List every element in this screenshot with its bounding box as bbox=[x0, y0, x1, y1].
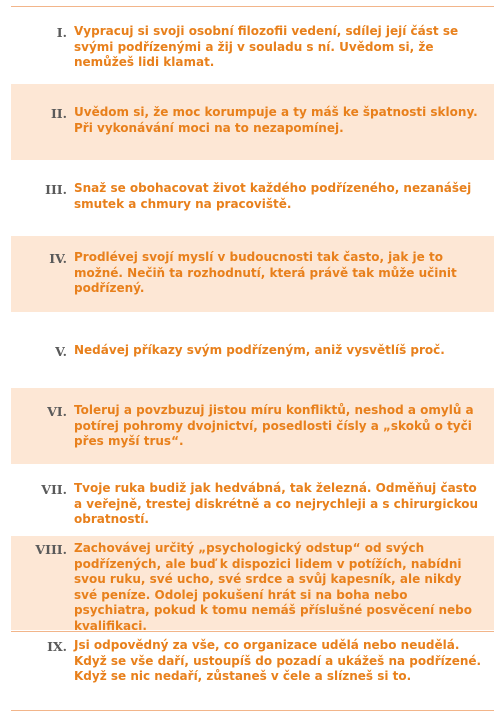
rule-row-4 bbox=[11, 236, 494, 312]
bottom-divider bbox=[11, 710, 494, 711]
rule-text: Vypracuj si svoji osobní filozofii vedení, sdílej její část se svými podřízenými a žij v souladu s ní. Uvědom si, že nemůžeš lidi klamat. bbox=[74, 24, 459, 69]
rule-numeral: VI. bbox=[47, 404, 67, 419]
rule-row-9 bbox=[11, 633, 494, 709]
rule-text: Uvědom si, že moc korumpuje a ty máš ke špatnosti sklony. Při vykonávání moci na to nezapomínej. bbox=[74, 105, 478, 135]
rule-text: Prodlévej svojí myslí v budoucnosti tak často, jak je to možné. Nečiň ta rozhodnutí, která právě tak může učinit podřízený. bbox=[74, 250, 457, 295]
rule-text: Jsi odpovědný za vše, co organizace udělá nebo neudělá. Když se vše daří, ustoupíš do pozadí a ukážeš na podřízené. Když se nic nedaří, zůstaneš v čele a slízneš si to. bbox=[74, 638, 482, 683]
rule-row-3 bbox=[11, 160, 494, 236]
rule-numeral: V. bbox=[55, 344, 67, 359]
rule-numeral: III. bbox=[45, 182, 67, 197]
rule-numeral: I. bbox=[56, 25, 67, 40]
rule-row-8 bbox=[11, 536, 494, 633]
rule-text: Toleruj a povzbuzuj jistou míru konfliktů, neshod a omylů a potírej pohromy dvojnictví, posedlosti čísly a „skoků o tyči přes myší trus“. bbox=[74, 403, 474, 448]
rule-text: Tvoje ruka budiž jak hedvábná, tak železná. Odměňuj často a veřejně, trestej diskrétně a co nejrychleji a s chirurgickou obratností. bbox=[74, 481, 479, 526]
rule-numeral: II. bbox=[50, 106, 67, 121]
rule-row-1 bbox=[11, 8, 494, 84]
rule-row-2 bbox=[11, 84, 494, 160]
rule-numeral: IX. bbox=[47, 639, 67, 654]
rule-row-7 bbox=[11, 464, 494, 536]
top-divider bbox=[11, 6, 494, 7]
rule-numeral: VIII. bbox=[35, 542, 67, 557]
rule-row-5 bbox=[11, 312, 494, 388]
rule-numeral: IV. bbox=[49, 251, 67, 266]
rule-numeral: VII. bbox=[41, 482, 67, 497]
rule-text: Snaž se obohacovat život každého podřízeného, nezanášej smutek a chmury na pracoviště. bbox=[74, 181, 472, 211]
middle-divider bbox=[11, 631, 494, 632]
rule-text: Nedávej příkazy svým podřízeným, aniž vysvětlíš proč. bbox=[74, 343, 445, 357]
rule-row-6 bbox=[11, 388, 494, 464]
rule-text: Zachovávej určitý „psychologický odstup“ od svých podřízených, ale buď k dispozici lidem v potížích, nabídni svou ruku, své ucho, své srdce a svůj kapesník, ale nikdy své peníze. Odolej pokušení hrát si na boha nebo psychiatra, pokud k tomu nemáš příslušné posvěcení nebo kvalifikaci. bbox=[74, 541, 472, 633]
